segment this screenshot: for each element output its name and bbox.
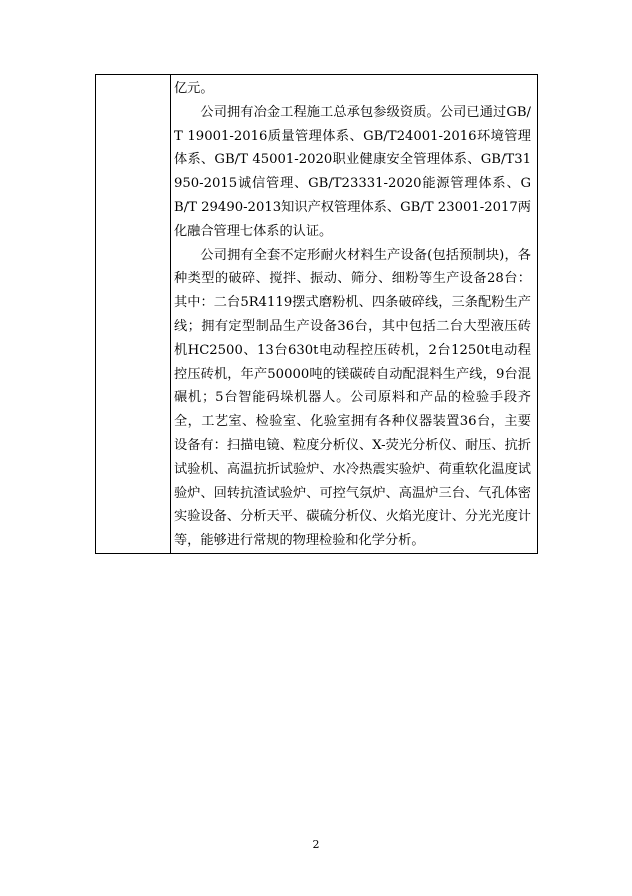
- paragraph-equipment: 公司拥有全套不定形耐火材料生产设备(包括预制块)，各种类型的破碎、搅拌、振动、筛分、细粉等生产设备28台：其中：二台5R4119摆式磨粉机、四条破碎线，三条配粉生产线；拥有定型制品生产设备36台，其中包括二台大型液压砖机HC2500、13台630t电动程控压砖机，2台1250t电动程控压砖机，年产50000吨的镁碳砖自动配混料生产线，9台混碾机；5台智能码垛机器人。公司原料和产品的检验手段齐全，工艺室、检验室、化验室拥有各种仪器装置36台，主要设备有：扫描电镜、粒度分析仪、X-荧光分析仪、耐压、抗折试验机、高温抗折试验炉、水冷热震实验炉、荷重软化温度试验炉、回转抗渣试验炉、可控气氛炉、高温炉三台、气孔体密实验设备、分析天平、碳硫分析仪、火焰光度计、分光光度计等，能够进行常规的物理检验和化学分析。: [174, 247, 531, 549]
- content-cell: [171, 75, 538, 554]
- paragraph-qualifications: 公司拥有冶金工程施工总承包参级资质。公司已通过GB/T 19001-2016质量管理体系、GB/T24001-2016环境管理体系、GB/T 45001-2020职业健康安全管理体系、GB/T31950-2015诚信管理、GB/T23331-2020能源管理体系、GB/T 29490-2013知识产权管理体系、GB/T 23001-2017两化融合管理七体系的认证。: [174, 104, 531, 239]
- paragraph-continuation: 亿元。: [174, 81, 214, 96]
- content-table: [95, 74, 538, 554]
- page-number: 2: [312, 838, 320, 851]
- table-row: [96, 75, 538, 554]
- left-empty-cell: [96, 75, 171, 554]
